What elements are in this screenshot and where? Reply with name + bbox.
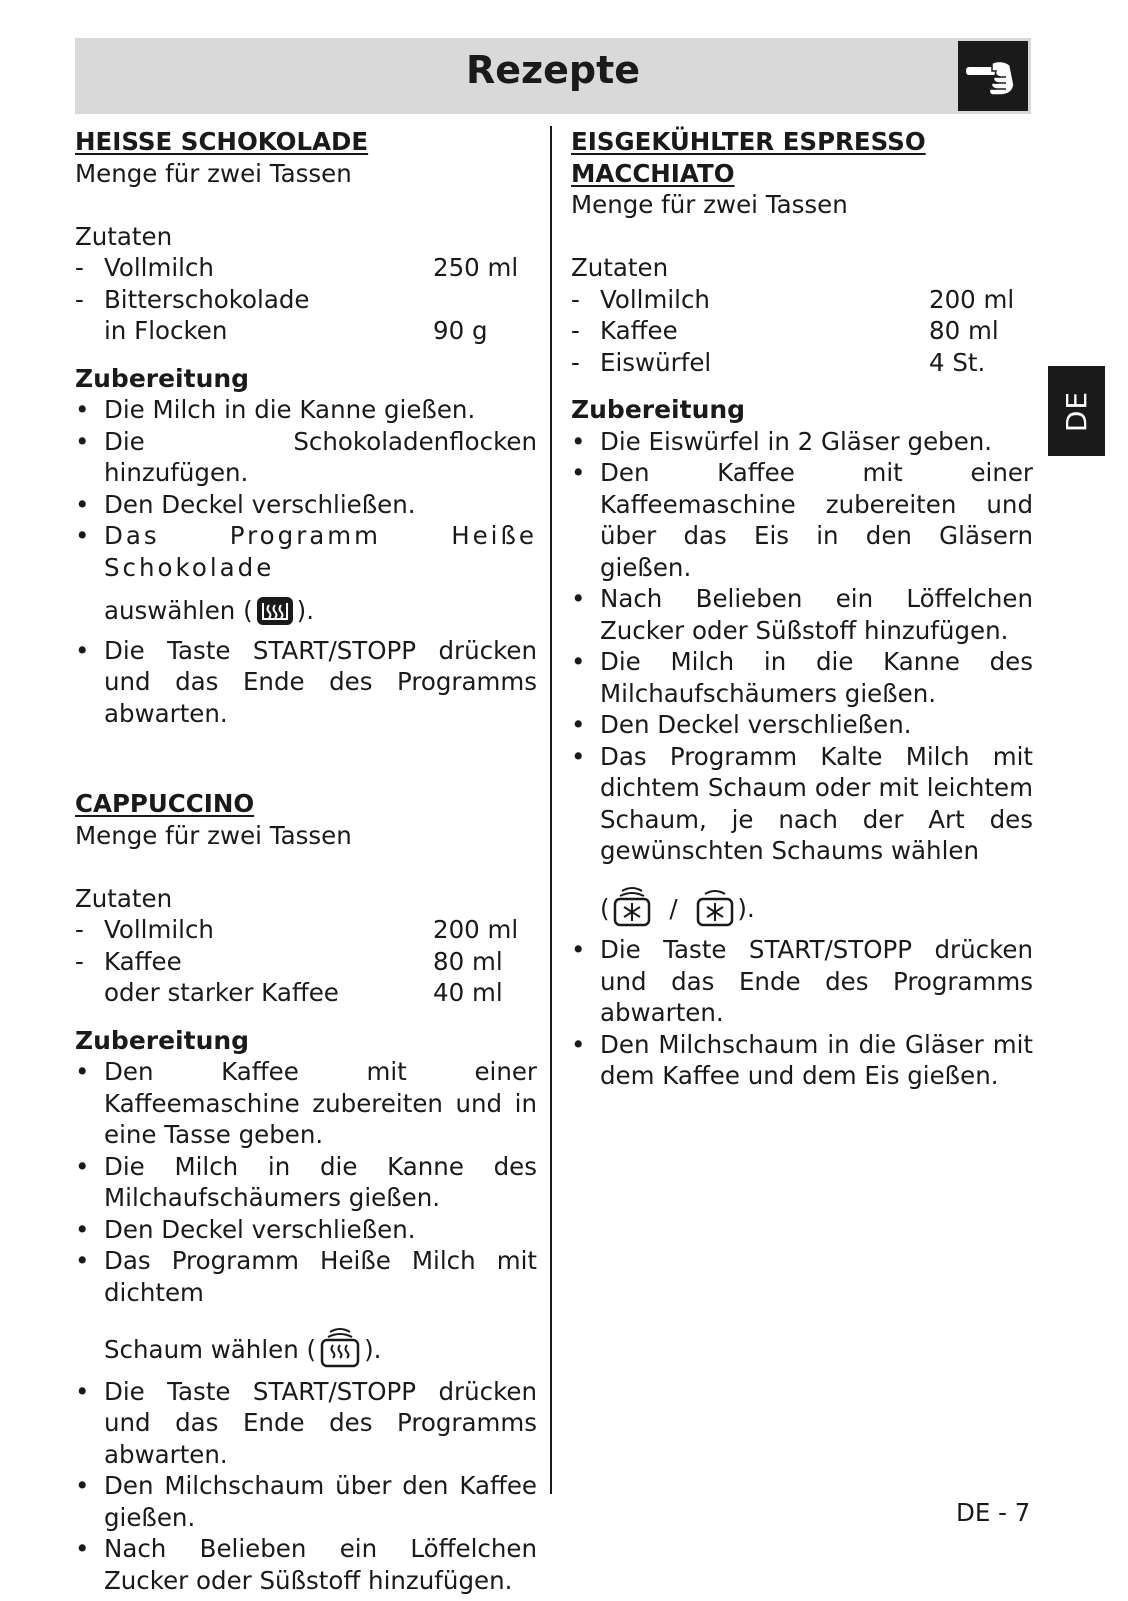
quantity-text: Menge für zwei Tassen [75,158,352,188]
recipe-title-hot-chocolate: HEISSE SCHOKOLADE [75,127,369,156]
list-item: • Den Kaffee mit einer Kaffeemaschine zubereiten und in eine Tasse geben. [75,1057,537,1149]
ingredient-row: - Vollmilch 250 ml [75,253,519,282]
ingredient-row: in Flocken 90 g [104,316,488,345]
list-item: • Die Eiswürfel in 2 Gläser geben. [571,426,993,456]
hot-milk-dense-foam-icon [318,1326,362,1376]
list-item: • Die Taste START/STOPP drücken und das Ende des Programms abwarten. [75,635,537,728]
quantity-text: Menge für zwei Tassen [75,820,352,850]
pointing-hand-icon [958,41,1028,111]
page-number: DE - 7 [956,1498,1031,1527]
ingredient-row: oder starker Kaffee 40 ml [104,978,503,1007]
list-item: • Die Schokoladenflocken hinzufügen. [75,426,537,487]
ingredient-row: - Vollmilch 200 ml [571,284,1015,314]
list-item: • Den Milchschaum in die Gläser mit dem Kaffee und dem Eis gießen. [571,1029,1033,1090]
ingredient-row: - Vollmilch 200 ml [75,915,519,944]
page-title: Rezepte [465,48,641,92]
list-item: • Den Milchschaum über den Kaffee gießen. [75,1471,537,1532]
ingredient-row: - Kaffee 80 ml [571,316,999,345]
ingredient-row: - Kaffee 80 ml [75,946,503,976]
list-item: • Die Milch in die Kanne des Milchaufschäumers gießen. [571,647,1033,708]
ingredient-row: - Eiswürfel 4 St. [571,347,986,377]
ingredients-label: Zutaten [75,221,173,251]
right-column [571,126,1033,1092]
left-column [75,126,537,1596]
cold-milk-light-foam-icon [695,885,735,935]
preparation-label: Zubereitung [571,395,746,424]
ingredients-label: Zutaten [571,253,669,282]
ingredient-row: - Bitterschokolade [75,284,310,314]
cold-milk-dense-foam-icon [612,885,652,935]
list-item: • Den Kaffee mit einer Kaffeemaschine zubereiten und über das Eis in den Gläsern gießen. [571,458,1033,582]
list-item: • Das Programm Heiße Milch mit dichtem Schaum wählen ( ). [75,1245,537,1376]
list-item: • Den Deckel verschließen. [75,1214,416,1244]
list-item: • Den Deckel verschließen. [75,489,416,519]
list-item: • Die Taste START/STOPP drücken und das Ende des Programms abwarten. [75,1376,537,1469]
hot-chocolate-program-icon [255,595,295,635]
list-item: • Die Milch in die Kanne gießen. [75,395,476,424]
list-item: • Den Deckel verschließen. [571,710,912,739]
language-tab [1048,366,1105,456]
recipe-title-cappuccino: CAPPUCCINO [75,789,255,818]
list-item: • Die Milch in die Kanne des Milchaufschäumers gießen. [75,1151,537,1212]
recipe-title-iced-espresso: EISGEKÜHLTER ESPRESSO [571,127,926,156]
language-tab-label: DE [1059,390,1093,432]
list-item: • Das Programm Kalte Milch mit dichtem Schaum oder mit leichtem Schaum, je nach der Art des gewünschten Schaums wählen ( / ). [571,741,1033,935]
ingredients-label: Zutaten [75,883,173,913]
list-item: • Die Taste START/STOPP drücken und das Ende des Programms abwarten. [571,935,1033,1027]
quantity-text: Menge für zwei Tassen [571,190,848,219]
page-header [75,38,1031,114]
preparation-label: Zubereitung [75,363,250,393]
list-item: • Nach Belieben ein Löffelchen Zucker oder Süßstoff hinzufügen. [75,1534,537,1595]
recipe-title-iced-espresso-line2: MACCHIATO [571,158,735,188]
list-item: • Das Programm Heiße Schokolade auswählen ( ). [75,520,537,635]
preparation-label: Zubereitung [75,1025,250,1055]
list-item: • Nach Belieben ein Löffelchen Zucker oder Süßstoff hinzufügen. [571,584,1033,645]
column-divider [550,126,552,1494]
